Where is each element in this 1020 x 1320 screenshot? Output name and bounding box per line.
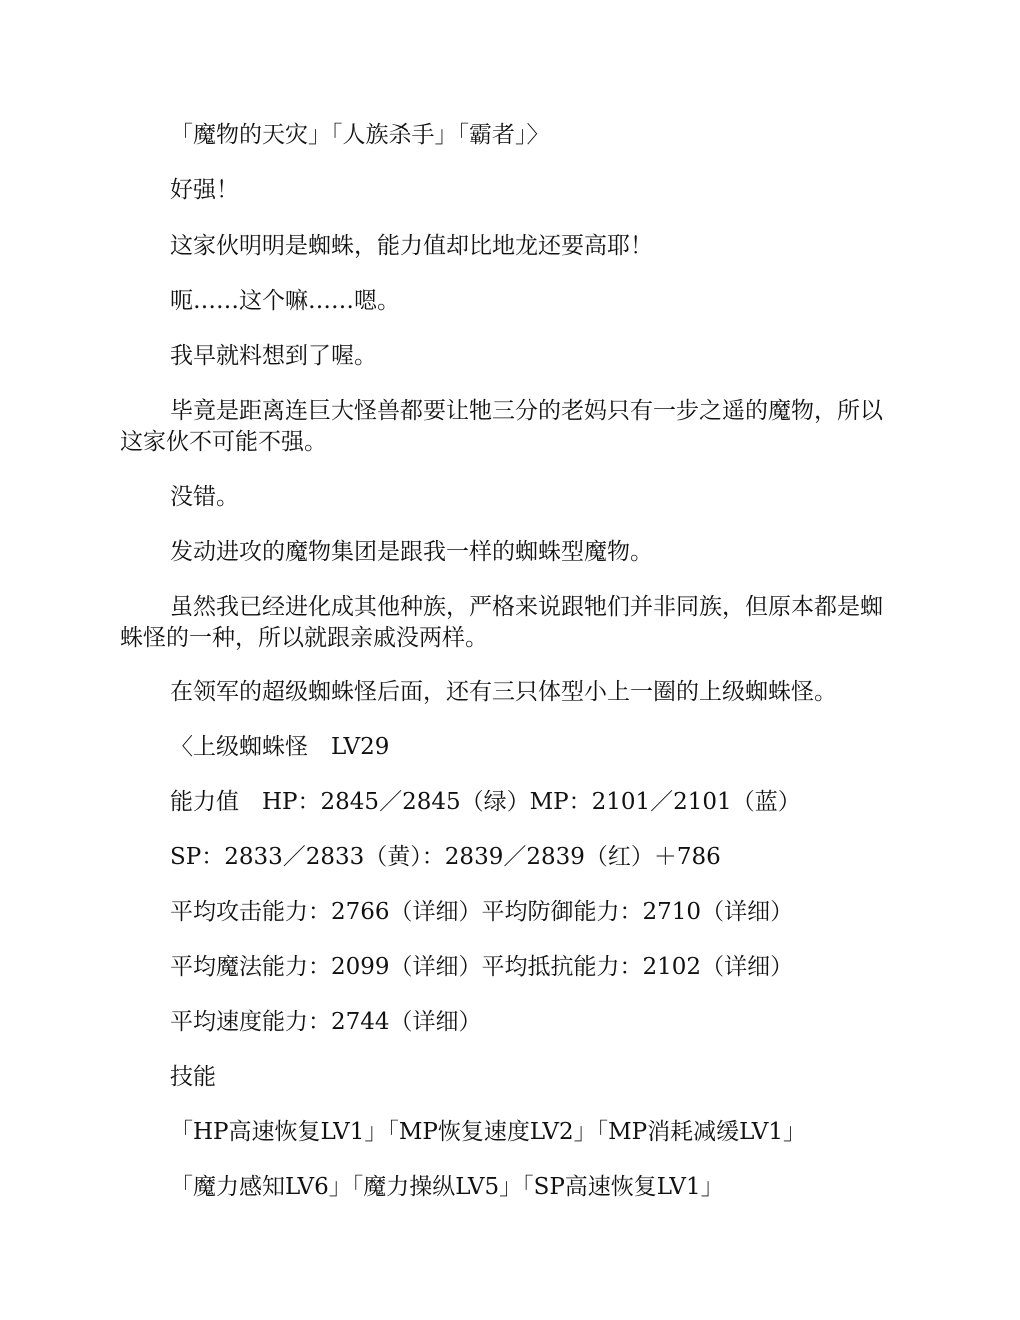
paragraph: 毕竟是距离连巨大怪兽都要让牠三分的老妈只有一步之遥的魔物，所以这家伙不可能不强。	[120, 398, 883, 455]
skills-line: 「魔力感知LV6」「魔力操纵LV5」「SP高速恢复LV1」	[170, 1174, 724, 1200]
status-header: 〈上级蜘蛛怪 LV29	[170, 734, 390, 760]
paragraph: 我早就料想到了喔。	[170, 343, 377, 369]
paragraph: 呃……这个嘛……嗯。	[170, 288, 400, 314]
paragraph: 这家伙明明是蜘蛛，能力值却比地龙还要高耶！	[170, 233, 653, 259]
paragraph: 没错。	[170, 484, 239, 510]
status-hp-mp: 能力值 HP：2845／2845（绿）MP：2101／2101（蓝）	[170, 789, 801, 815]
status-magic-resist: 平均魔法能力：2099（详细）平均抵抗能力：2102（详细）	[170, 954, 794, 980]
paragraph: 在领军的超级蜘蛛怪后面，还有三只体型小上一圈的上级蜘蛛怪。	[170, 679, 837, 705]
paragraph: 好强！	[170, 177, 239, 203]
paragraph: 发动进攻的魔物集团是跟我一样的蜘蛛型魔物。	[170, 539, 653, 565]
paragraph: 虽然我已经进化成其他种族，严格来说跟牠们并非同族，但原本都是蜘蛛怪的一种，所以就跟亲戚没两样。	[120, 594, 883, 651]
paragraph-title-list: 「魔物的天灾」「人族杀手」「霸者」〉	[170, 122, 550, 148]
status-speed: 平均速度能力：2744（详细）	[170, 1009, 482, 1035]
status-attack-defense: 平均攻击能力：2766（详细）平均防御能力：2710（详细）	[170, 899, 794, 925]
skills-heading: 技能	[170, 1064, 216, 1090]
status-sp: SP：2833／2833（黄）：2839／2839（红）＋786	[170, 844, 721, 870]
skills-line: 「HP高速恢复LV1」「MP恢复速度LV2」「MP消耗减缓LV1」	[170, 1119, 806, 1145]
